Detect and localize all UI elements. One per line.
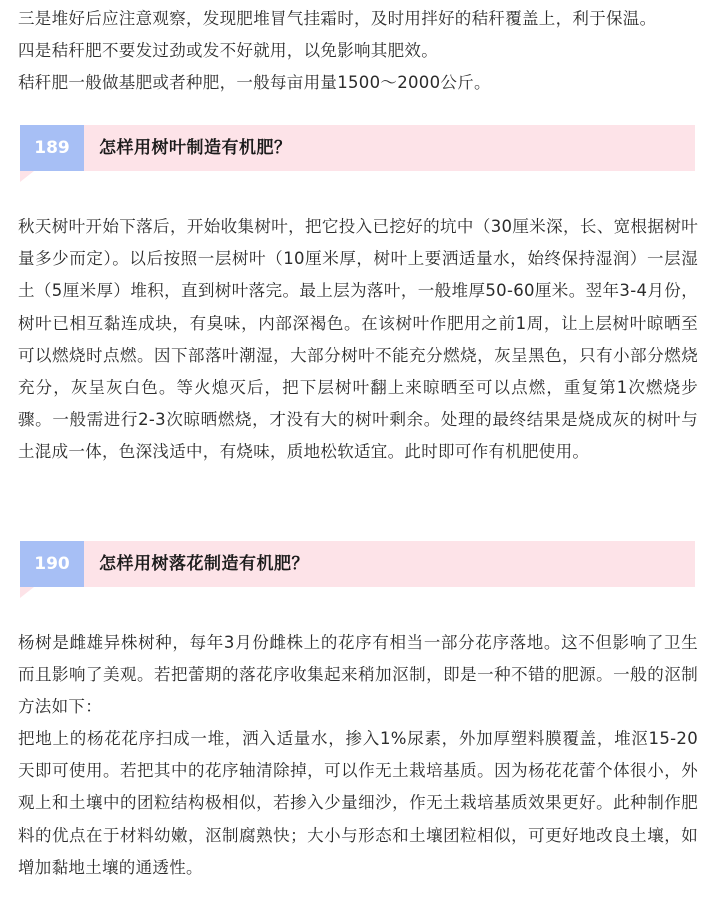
section-paragraph: 秋天树叶开始下落后，开始收集树叶，把它投入已挖好的坑中（30厘米深，长、宽根据树叶量多少而定）。以后按照一层树叶（10厘米厚，树叶上要洒适量水，始终保持湿润）一层湿土（5厘米厚）堆积，直到树叶落完。最上层为落叶，一般堆厚50-60厘米。翌年3-4月份，树叶已相互黏连成块，有臭味，内部深褐色。在该树叶作肥用之前1周，让上层树叶晾晒至可以燃烧时点燃。因下部落叶潮湿，大部分树叶不能充分燃烧，灰呈黑色，只有小部分燃烧充分，灰呈灰白色。等火熄灭后，把下层树叶翻上来晾晒至可以点燃，重复第1次燃烧步骤。一般需进行2-3次晾晒燃烧，才没有大的树叶剩余。处理的最终结果是烧成灰的树叶与土混成一体，色深浅适中，有烧味，质地松软适宜。此时即可作有机肥使用。 [18,217,698,462]
section-header-189 [20,125,695,171]
intro-line: 秸秆肥一般做基肥或者种肥，一般每亩用量1500～2000公斤。 [18,73,491,92]
header-tail-decoration [20,171,34,182]
intro-line: 四是秸秆肥不要发过劲或发不好就用，以免影响其肥效。 [18,41,438,60]
header-tail-decoration [20,587,34,598]
section-number: 189 [20,125,84,171]
section-title: 怎样用树叶制造有机肥？ [99,138,292,158]
section-paragraph: 杨树是雌雄异株树种，每年3月份雌株上的花序有相当一部分花序落地。这不但影响了卫生而且影响了美观。若把蕾期的落花序收集起来稍加沤制，即是一种不错的肥源。一般的沤制方法如下： [18,633,698,717]
intro-line: 三是堆好后应注意观察，发现肥堆冒气挂霜时，及时用拌好的秸秆覆盖上，利于保温。 [18,9,657,28]
section-number: 190 [20,541,84,587]
section-title: 怎样用树落花制造有机肥？ [99,554,309,574]
section-paragraph: 把地上的杨花花序扫成一堆，洒入适量水，掺入1%尿素，外加厚塑料膜覆盖，堆沤15-20天即可使用。若把其中的花序轴清除掉，可以作无土栽培基质。因为杨花花蕾个体很小，外观上和土壤中的团粒结构极相似，若掺入少量细沙，作无土栽培基质效果更好。此种制作肥料的优点在于材料幼嫩，沤制腐熟快；大小与形态和土壤团粒相似，可更好地改良土壤，如增加黏地土壤的通透性。 [18,729,698,877]
section-header-190 [20,541,695,587]
